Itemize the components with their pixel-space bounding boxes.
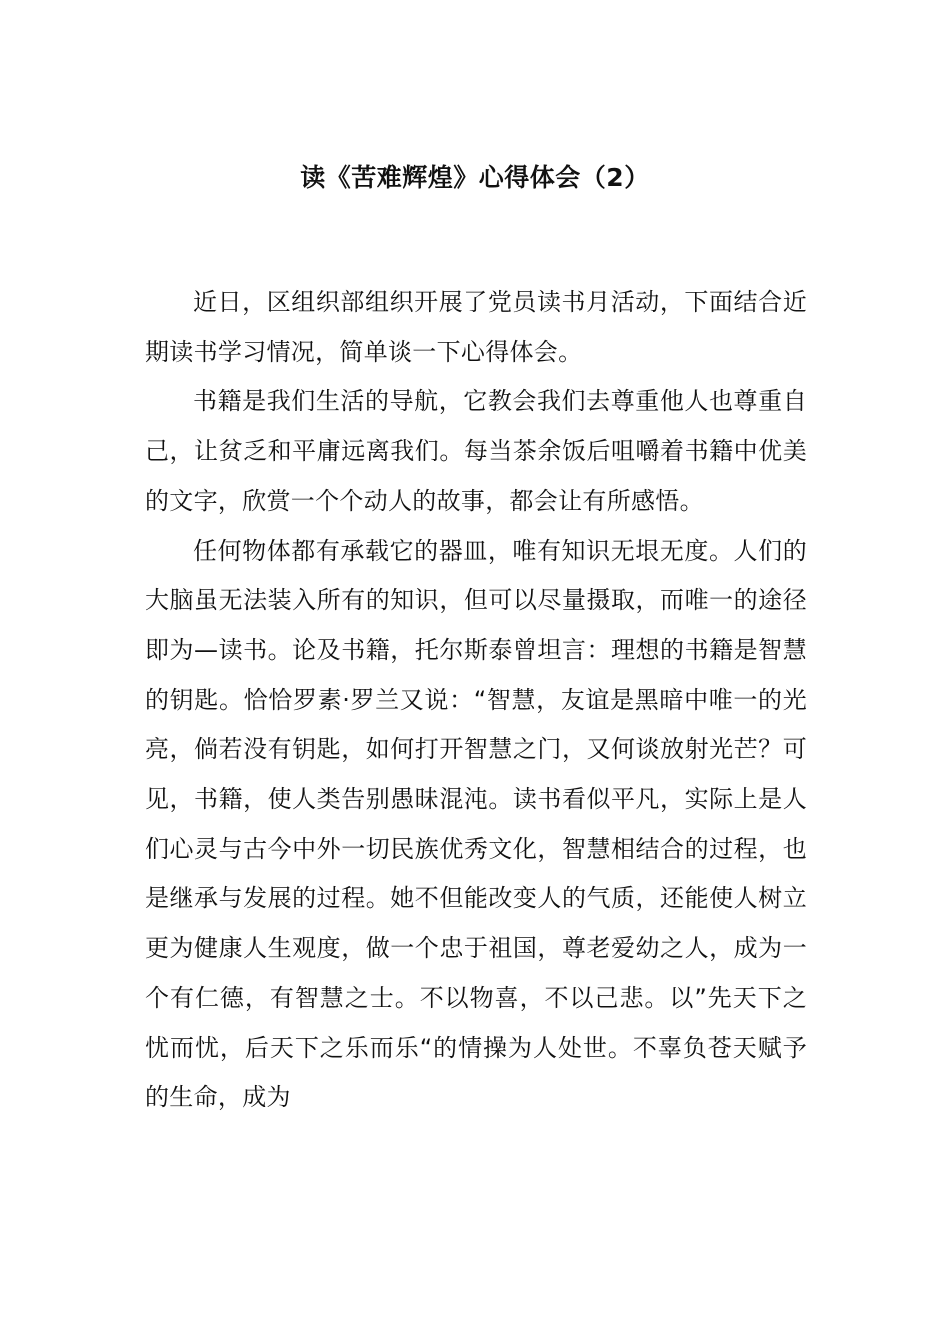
document-title: 读《苦难辉煌》心得体会（2）: [300, 163, 650, 192]
document-body: [145, 278, 807, 1123]
paragraph-books-guide: 书籍是我们生活的导航，它教会我们去尊重他人也尊重自己，让贫乏和平庸远离我们。每当茶余饭后咀嚼着书籍中优美的文字，欣赏一个个动人的故事，都会让有所感悟。: [145, 387, 807, 515]
paragraph-intro: 近日，区组织部组织开展了党员读书月活动，下面结合近期读书学习情况，简单谈一下心得体会。: [145, 288, 807, 366]
paragraph-knowledge: 任何物体都有承载它的器皿，唯有知识无垠无度。人们的大脑虽无法装入所有的知识，但可以尽量摄取，而唯一的途径即为—读书。论及书籍，托尔斯泰曾坦言：理想的书籍是智慧的钥匙。恰恰罗素·罗兰又说：“智慧，友谊是黑暗中唯一的光亮，倘若没有钥匙，如何打开智慧之门，又何谈放射光芒？可见，书籍，使人类告别愚昧混沌。读书看似平凡，实际上是人们心灵与古今中外一切民族优秀文化，智慧相结合的过程，也是继承与发展的过程。她不但能改变人的气质，还能使人树立更为健康人生观度，做一个忠于祖国，尊老爱幼之人，成为一个有仁德，有智慧之士。不以物喜，不以己悲。以”先天下之忧而忧，后天下之乐而乐“的情操为人处世。不辜负苍天赋予的生命，成为: [145, 536, 807, 1112]
